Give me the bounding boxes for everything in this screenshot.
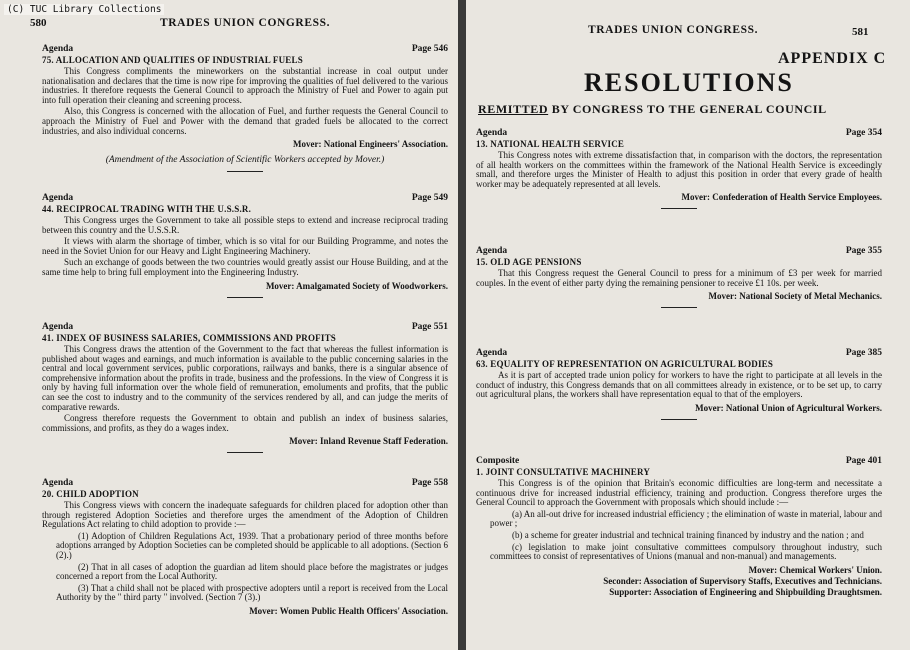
page-reference: Page 385 — [845, 348, 882, 358]
page-reference: Page 355 — [845, 246, 882, 256]
agenda-label: Agenda — [42, 193, 74, 203]
book-spine — [458, 0, 466, 650]
mover: Mover: Confederation of Health Service Employees. — [681, 192, 882, 203]
mover: Mover: Inland Revenue Staff Federation. — [289, 436, 448, 447]
agenda-line — [42, 193, 448, 203]
divider — [227, 297, 263, 298]
page-heading: RESOLUTIONS — [584, 68, 794, 97]
agenda-label: Composite — [476, 456, 520, 466]
resolution-15 — [476, 246, 882, 308]
sub-item: (3) That a child shall not be placed with prospective adopters until a report is received from the Local Authority by the " third party " involved. (Section 7 (3).) — [56, 582, 448, 603]
subtitle-underlined: REMITTED — [478, 102, 549, 116]
page-number: 580 — [30, 17, 47, 29]
divider — [661, 208, 697, 209]
subtitle-rest: BY CONGRESS TO THE GENERAL COUNCIL — [548, 102, 827, 116]
resolution-75 — [42, 44, 448, 172]
agenda-label: Agenda — [42, 322, 74, 332]
paragraph: Also, this Congress is concerned with the allocation of Fuel, and further requests the General Council to approach the Ministry of Fuel and Power with the demand that graded fuels be allocated to the correct industries, and also individual concerns. — [42, 106, 448, 136]
right-page — [466, 0, 910, 650]
paragraph: It views with alarm the shortage of timber, which is so vital for our Building Programme, and notes the need in the Soviet Union for our Heavy and Light Engineering Machinery. — [42, 236, 448, 256]
paragraph: This Congress draws the attention of the Government to the fact that whereas the fullest information is published about wages and earnings, and much information is available to the public concerning salaries in the central and local government services, public corporations, railways and banks, there is a singular absence of comprehensive information about the profits in trade, business and the professions. In the view of Congress it is only by having full information over the whole field of remuneration, emoluments and profits, that the public can see the cost to industry and to the community of the services rendered by all, and can judge the merits of comparative rewards. — [42, 344, 448, 412]
sub-item: (c) legislation to make joint consultative committees compulsory throughout industry, such committees to consist of representatives of Unions (manual and non-manual) and managements. — [490, 541, 882, 562]
agenda-label: Agenda — [476, 348, 508, 358]
resolution-20 — [42, 478, 448, 616]
divider — [661, 307, 697, 308]
paragraph: This Congress urges the Government to take all possible steps to extend and increase reciprocal trading between this country and the U.S.S.R. — [42, 215, 448, 235]
paragraph: This Congress views with concern the inadequate safeguards for children placed for adoption other than through registered Adoption Societies and therefore urges the amendment of the Adoption of Children Regulations Act relating to child adoption to provide :— — [42, 500, 448, 530]
resolution-41 — [42, 322, 448, 453]
resolution-title: 1. JOINT CONSULTATIVE MACHINERY — [476, 467, 651, 477]
resolution-title: 75. ALLOCATION AND QUALITIES OF INDUSTRIAL FUELS — [42, 55, 303, 65]
paragraph: This Congress compliments the mineworkers on the substantial increase in coal output under nationalisation and declares that the time is now ripe for improving the qualities of fuel delivered to the various industries. It therefore requests the General Council to approach the Ministry of Fuel and Power to again put into full operation their cleaning and screening process. — [42, 66, 448, 105]
resolution-63 — [476, 348, 882, 420]
divider — [661, 419, 697, 420]
page-reference: Page 354 — [845, 128, 882, 138]
agenda-line — [42, 478, 448, 488]
paragraph: As it is part of accepted trade union policy for workers to have the right to participate at all levels in the conduct of industry, this Congress demands that on all committees already in existence, or to be set up, to carry out agricultural plans, the workers shall have representation equal to that of the employers. — [476, 370, 882, 400]
resolution-title: 63. EQUALITY OF REPRESENTATION ON AGRICULTURAL BODIES — [476, 359, 774, 369]
paragraph: Congress therefore requests the Government to obtain and publish an index of business salaries, commissions, and profits, as they do a wages index. — [42, 413, 448, 433]
resolution-title: 15. OLD AGE PENSIONS — [476, 257, 582, 267]
mover: Mover: Chemical Workers' Union. — [748, 564, 882, 575]
paragraph: This Congress notes with extreme dissatisfaction that, in comparison with the doctors, the representation of all health workers on the committees within the framework of the National Health Service is exceedingly small, and therefore urges the Minister of Health to adjust this position in order that every grade of health worker may be adequately represented at all levels. — [476, 150, 882, 189]
supporter: Supporter: Association of Engineering and Shipbuilding Draughtsmen. — [609, 586, 882, 597]
sub-item: (b) a scheme for greater industrial and technical training financed by industry and the nation ; and — [512, 529, 864, 540]
paragraph: Such an exchange of goods between the two countries would greatly assist our House Building, and at the same time help to bring full employment into the Engineering Industry. — [42, 257, 448, 277]
page-reference: Page 549 — [411, 193, 448, 203]
paragraph: This Congress is of the opinion that Britain's economic difficulties are long-term and necessitate a continuous drive for increased industrial efficiency, training and production. Congress therefore urges the General Council to approach the Government with proposals which should include :— — [476, 478, 882, 508]
agenda-label: Agenda — [42, 478, 74, 488]
resolution-title: 41. INDEX OF BUSINESS SALARIES, COMMISSIONS AND PROFITS — [42, 333, 336, 343]
resolution-13 — [476, 128, 882, 209]
page-reference: Page 546 — [411, 44, 448, 54]
agenda-line — [476, 128, 882, 138]
agenda-line — [476, 246, 882, 256]
mover: Mover: National Union of Agricultural Workers. — [695, 402, 882, 413]
mover: Mover: Amalgamated Society of Woodworkers. — [265, 280, 448, 291]
agenda-label: Agenda — [476, 128, 508, 138]
appendix-label: APPENDIX C — [778, 50, 887, 67]
page-subtitle — [478, 102, 827, 117]
agenda-line — [42, 44, 448, 54]
agenda-line — [476, 348, 882, 358]
mover: Mover: Women Public Health Officers' Association. — [249, 605, 448, 616]
sub-item: (1) Adoption of Children Regulations Act, 1939. That a probationary period of three months before adoptions arranged by Adoption Societies can be completed should be applicable to all adoptions. (Section 6 (2).) — [56, 530, 448, 560]
sub-item: (a) An all-out drive for increased industrial efficiency ; the elimination of waste in material, labour and power ; — [490, 508, 882, 529]
page-reference: Page 558 — [411, 478, 448, 488]
resolution-title: 44. RECIPROCAL TRADING WITH THE U.S.S.R. — [42, 204, 252, 214]
sub-item: (2) That in all cases of adoption the guardian ad litem should place before the magistrates or judges concerned a report from the Local Authority. — [56, 561, 448, 582]
agenda-line — [476, 456, 882, 466]
resolution-44 — [42, 193, 448, 298]
agenda-line — [42, 322, 448, 332]
resolution-1 — [476, 456, 882, 597]
resolution-title: 13. NATIONAL HEALTH SERVICE — [476, 139, 625, 149]
divider — [227, 452, 263, 453]
agenda-label: Agenda — [476, 246, 508, 256]
paragraph: That this Congress request the General Council to press for a minimum of £3 per week for married couples. In the event of either party dying the remaining pensioner to receive £1 10s. per week. — [476, 268, 882, 288]
page-reference: Page 551 — [411, 322, 448, 332]
mover: Mover: National Engineers' Association. — [293, 139, 448, 150]
copyright-watermark: (C) TUC Library Collections — [4, 4, 164, 15]
running-head: TRADES UNION CONGRESS. — [588, 24, 759, 36]
divider — [227, 171, 263, 172]
page-number: 581 — [852, 26, 869, 38]
seconder: Seconder: Association of Supervisory Staffs, Executives and Technicians. — [603, 575, 882, 586]
mover: Mover: National Society of Metal Mechanics. — [708, 291, 882, 302]
resolution-title: 20. CHILD ADOPTION — [42, 489, 139, 499]
page-reference: Page 401 — [845, 456, 882, 466]
amendment-note: (Amendment of the Association of Scientific Workers accepted by Mover.) — [105, 155, 385, 166]
running-head: TRADES UNION CONGRESS. — [160, 17, 331, 29]
agenda-label: Agenda — [42, 44, 74, 54]
